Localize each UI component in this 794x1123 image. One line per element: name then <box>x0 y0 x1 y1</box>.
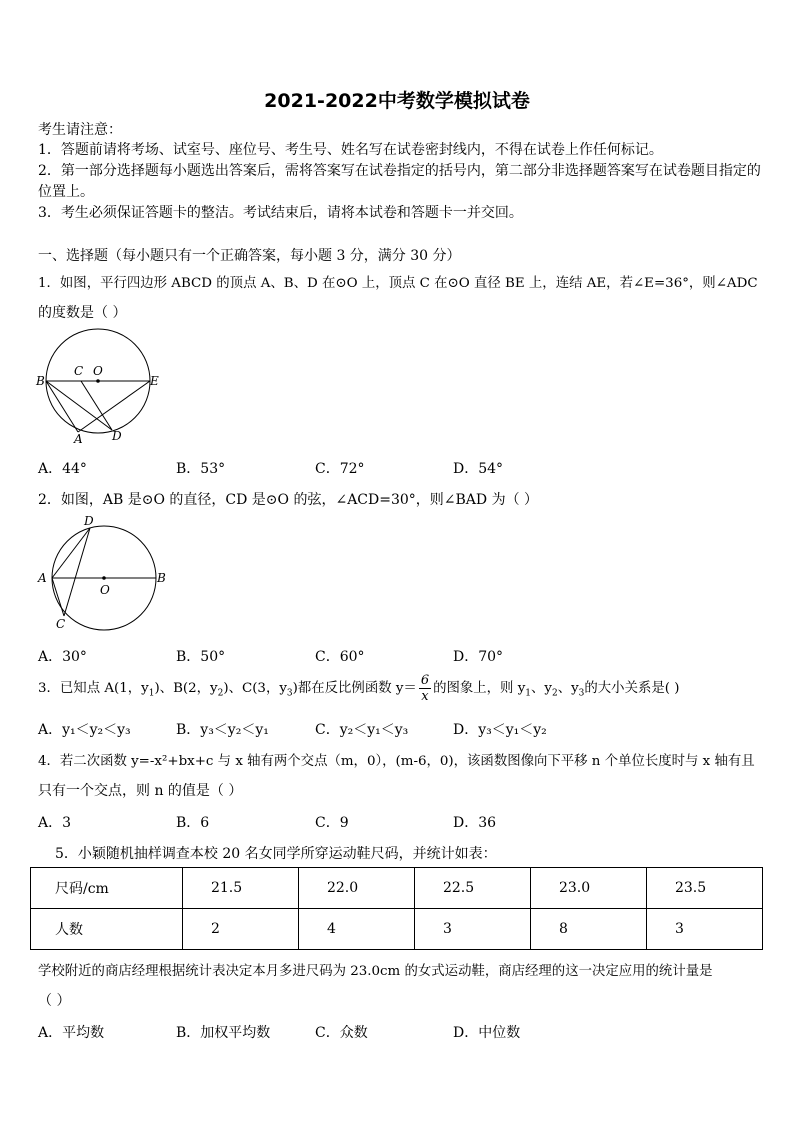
question-1-text-cont: 的度数是（ ） <box>38 305 127 321</box>
question-2-figure <box>34 512 174 637</box>
question-2-text: 2．如图，AB 是⊙O 的直径，CD 是⊙O 的弦，∠ACD=30°，则∠BAD 为（ ） <box>38 492 539 508</box>
notice-item: 位置上。 <box>38 184 94 200</box>
fraction-6-over-x: $\frac{6}{x}$ <box>420 673 430 704</box>
fig1-label-C: C <box>74 364 84 378</box>
fig2-label-C: C <box>56 617 66 631</box>
notice-item: 2．第一部分选择题每小题选出答案后，需将答案写在试卷指定的括号内，第二部分非选择题答案写在试卷题目指定的 <box>38 163 761 179</box>
q3-option-d: D．y₃＜y₁＜y₂ <box>453 722 547 738</box>
shoe-size-table <box>30 867 763 950</box>
table-row <box>31 868 763 909</box>
q2-option-d: D．70° <box>453 649 504 665</box>
table-cell: 22.0 <box>298 868 414 909</box>
q3-option-a: A．y₁＜y₂＜y₃ <box>38 722 131 738</box>
table-cell: 3 <box>646 909 762 950</box>
fig1-label-D: D <box>112 429 122 443</box>
question-5-text-cont: 学校附近的商店经理根据统计表决定本月多进尺码为 23.0cm 的女式运动鞋，商店经理的这一决定应用的统计量是 <box>38 964 713 979</box>
q2-option-c: C．60° <box>315 649 365 665</box>
q1-option-d: D．54° <box>453 461 504 477</box>
q3-option-c: C．y₂＜y₁＜y₃ <box>315 722 409 738</box>
notice-item: 3．考生必须保证答题卡的整洁。考试结束后，请将本试卷和答题卡一并交回。 <box>38 205 523 221</box>
q5-option-b: B．加权平均数 <box>176 1025 271 1041</box>
q4-option-b: B．6 <box>176 815 210 831</box>
q2-option-b: B．50° <box>176 649 226 665</box>
q2-option-a: A．30° <box>38 649 87 665</box>
table-row <box>31 909 763 950</box>
fig1-label-B: B <box>36 374 45 388</box>
q5-option-d: D．中位数 <box>453 1025 521 1041</box>
q5-option-c: C．众数 <box>315 1025 368 1041</box>
table-cell: 22.5 <box>414 868 530 909</box>
table-cell: 人数 <box>31 909 183 950</box>
q4-option-c: C．9 <box>315 815 349 831</box>
question-4-text-cont: 只有一个交点，则 n 的值是（ ） <box>38 783 243 799</box>
question-4-text: 4．若二次函数 y=-x²+bx+c 与 x 轴有两个交点（m，0），(m-6，0)，该函数图像向下平移 n 个单位长度时与 x 轴有且 <box>38 754 755 769</box>
q3-option-b: B．y₃＜y₂＜y₁ <box>176 722 269 738</box>
page-title: 2021-2022中考数学模拟试卷 <box>264 90 530 112</box>
q1-option-a: A．44° <box>38 461 87 477</box>
table-cell: 3 <box>414 909 530 950</box>
fig1-label-A: A <box>74 432 83 446</box>
table-cell: 尺码/cm <box>31 868 183 909</box>
question-5-bracket: （ ） <box>38 993 71 1009</box>
table-cell: 23.5 <box>646 868 762 909</box>
table-cell: 2 <box>182 909 298 950</box>
table-cell: 21.5 <box>182 868 298 909</box>
fig2-label-O: O <box>100 583 110 597</box>
q4-option-d: D．36 <box>453 815 497 831</box>
fig2-label-D: D <box>84 514 94 528</box>
notice-heading: 考生请注意： <box>38 122 122 138</box>
fig1-label-E: E <box>150 374 159 388</box>
fig1-label-O: O <box>93 364 103 378</box>
table-cell: 23.0 <box>530 868 646 909</box>
question-1-text: 1．如图，平行四边形 ABCD 的顶点 A、B、D 在⊙O 上，顶点 C 在⊙O 直径 BE 上，连结 AE，若∠E=36°，则∠ADC <box>38 276 758 291</box>
question-3-text: 3．已知点 A(1，$y_1$)、B(2，$y_2$)、C(3，$y_3$)都在反比例函数 y＝ $\frac{6}{x}$ 的图象上，则 $y_1$、$y_2$、$y_3$的大小关系是( ) <box>38 673 680 704</box>
q1-option-c: C．72° <box>315 461 365 477</box>
table-cell: 8 <box>530 909 646 950</box>
notice-item: 1．答题前请将考场、试室号、座位号、考生号、姓名写在试卷密封线内，不得在试卷上作任何标记。 <box>38 142 663 158</box>
q4-option-a: A．3 <box>38 815 72 831</box>
q5-option-a: A．平均数 <box>38 1025 105 1041</box>
fig2-label-B: B <box>157 571 166 585</box>
q1-option-b: B．53° <box>176 461 226 477</box>
fig2-label-A: A <box>38 571 47 585</box>
table-cell: 4 <box>298 909 414 950</box>
question-1-figure <box>34 325 169 450</box>
question-5-text: 5．小颖随机抽样调查本校 20 名女同学所穿运动鞋尺码，并统计如表： <box>55 846 497 862</box>
section-heading: 一、选择题（每小题只有一个正确答案，每小题 3 分，满分 30 分） <box>38 248 461 264</box>
